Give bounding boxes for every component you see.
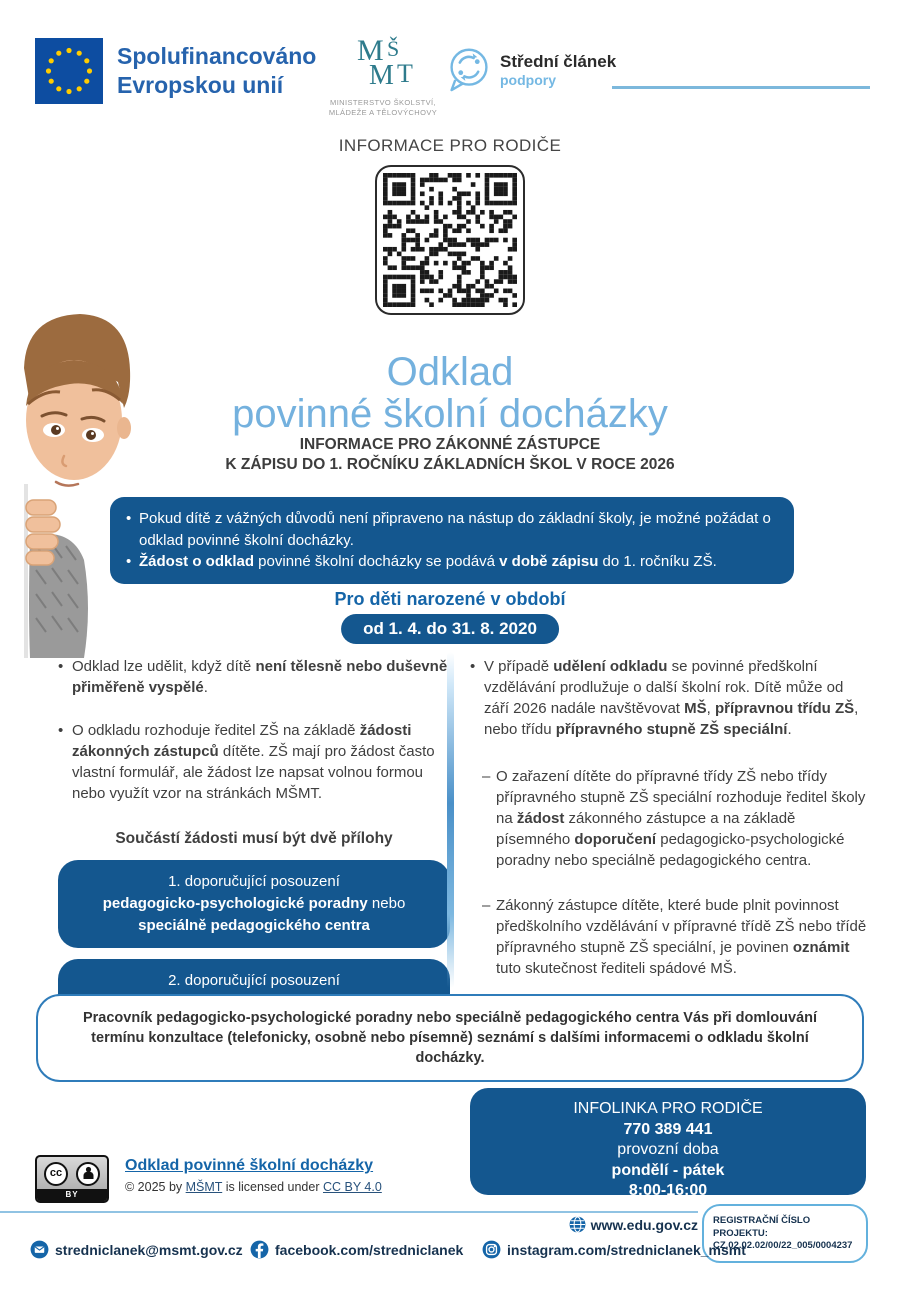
- stredni-clanek-icon: [447, 46, 491, 92]
- footer-instagram-label: instagram.com/stredniclanek_msmt: [507, 1241, 746, 1258]
- footer-website[interactable]: [560, 1216, 698, 1233]
- infoline-box: [470, 1088, 866, 1199]
- footer-email-label: stredniclanek@msmt.gov.cz: [55, 1241, 243, 1258]
- stredni-clanek-name: Střední článek: [500, 52, 617, 71]
- eu-cofunded-line1: Spolufinancováno: [117, 43, 317, 69]
- license-block: [125, 1156, 382, 1197]
- registration-label: REGISTRAČNÍ ČÍSLO PROJEKTU:: [713, 1215, 811, 1239]
- qr-code-pattern: [383, 173, 517, 307]
- footer-facebook-label: facebook.com/stredniclanek: [275, 1241, 464, 1258]
- intro-bullet-2: • Žádost o odklad povinné školní docházky se podává v době zápisu do 1. ročníku ZŠ.: [126, 551, 776, 573]
- stredni-clanek-logo: [447, 46, 616, 92]
- page-subtitle-line2: K ZÁPISU DO 1. ROČNÍKU ZÁKLADNÍCH ŠKOL V ROCE 2026: [225, 456, 675, 473]
- infoline-days: pondělí - pátek: [611, 1161, 725, 1179]
- period-date-badge: od 1. 4. do 31. 8. 2020: [341, 614, 559, 644]
- qr-code: [375, 165, 525, 315]
- footer-email[interactable]: [30, 1240, 243, 1259]
- right-dash-1: – O zařazení dítěte do přípravné třídy ZŠ nebo třídy přípravného stupně ZŠ speciální rozhoduje ředitel školy na žádost zákonného zástupce a na základě písemného doporučení pedagogicko-psychologické poradny nebo speciálně pedagogického centra.: [482, 766, 870, 871]
- page-title-line1: Odklad: [386, 350, 514, 394]
- footer-instagram[interactable]: [482, 1240, 746, 1259]
- column-divider: [447, 652, 454, 988]
- msmt-caption-line1: MINISTERSTVO ŠKOLSTVÍ,: [330, 98, 436, 107]
- footer-website-label: www.edu.gov.cz: [590, 1216, 698, 1233]
- info-for-parents-label: INFORMACE PRO RODIČE: [338, 136, 562, 155]
- page-title-line2: povinné školní docházky: [232, 392, 668, 436]
- right-bullet-1: • V případě udělení odkladu se povinné předškolní vzdělávání prodlužuje o další školní rok. Dítě může od září 2026 nadále navštěvovat MŠ, přípravnou třídu ZŠ, nebo třídu přípravného stupně ZŠ speciální.: [470, 656, 870, 740]
- svg-text:Š: Š: [387, 36, 400, 61]
- page-subtitle-line1: INFORMACE PRO ZÁKONNÉ ZÁSTUPCE: [299, 436, 601, 453]
- svg-text:T: T: [397, 59, 413, 88]
- globe-icon: [569, 1216, 586, 1233]
- license-attribution[interactable]: © 2025 by MŠMT is licensed under CC BY 4.0: [125, 1180, 382, 1194]
- intro-bullet-1: • Pokud dítě z vážných důvodů není připraveno na nástup do základní školy, je možné požádat o odklad povinné školní docházky.: [126, 508, 776, 551]
- cc-by-label: BY: [37, 1189, 107, 1201]
- msmt-logo-icon: [339, 34, 427, 92]
- msmt-caption-line2: MLÁDEŽE A TĚLOVÝCHOVY: [328, 108, 438, 117]
- attachment-box-1: 1. doporučující posouzení pedagogicko-psychologické poradny nebo speciálně pedagogického centra: [58, 860, 450, 948]
- infoline-phone: 770 389 441: [623, 1120, 713, 1138]
- cc-icon: cc: [44, 1162, 68, 1186]
- consultation-note-box: Pracovník pedagogicko-psychologické poradny nebo speciálně pedagogického centra Vás při domlouvání termínu konzultace (telefonicky, osobně nebo písemně) seznámí s dalšími informacemi o odkladu školní docházky.: [36, 994, 864, 1082]
- stredni-clanek-sub: podpory: [500, 72, 556, 88]
- left-bullet-1: • Odklad lze udělit, když dítě není tělesně nebo duševně přiměřeně vyspělé.: [58, 656, 450, 698]
- intro-info-box: [110, 497, 794, 584]
- right-dash-2: – Zákonný zástupce dítěte, které bude plnit povinnost předškolního vzdělávání v přípravné třídě ZŠ nebo třídě přípravného stupně ZŠ speciální, je povinen oznámit tuto skutečnost řediteli spádové MŠ.: [482, 895, 870, 979]
- email-icon: [30, 1240, 49, 1259]
- footer-divider-line: [0, 1211, 698, 1213]
- registration-number: CZ.02.02.02/00/22_005/0004237: [713, 1240, 853, 1251]
- right-column: [470, 656, 870, 1003]
- instagram-icon: [482, 1240, 501, 1259]
- period-label: Pro děti narozené v období: [334, 589, 566, 609]
- eu-cofunded-label: [117, 42, 316, 100]
- header-divider-line: [612, 86, 870, 89]
- left-bullet-2: • O odkladu rozhoduje ředitel ZŠ na základě žádosti zákonných zástupců dítěte. ZŠ mají pro žádost často vlastní formulář, ale žádost lze napsat volnou formou nebo využít vzor na stránkách MŠMT.: [58, 720, 450, 804]
- svg-text:M: M: [357, 34, 384, 67]
- attachments-heading: Součástí žádosti musí být dvě přílohy: [115, 830, 393, 847]
- infoline-title: INFOLINKA PRO RODIČE: [573, 1100, 763, 1117]
- cc-by-badge: [35, 1155, 109, 1203]
- left-column: [58, 656, 450, 1036]
- facebook-icon: [250, 1240, 269, 1259]
- svg-text:M: M: [369, 60, 394, 91]
- infoline-hours: 8:00-16:00: [628, 1182, 708, 1199]
- cc-by-person-icon: [76, 1162, 100, 1186]
- eu-flag-logo: [35, 38, 103, 109]
- eu-flag-icon: [35, 38, 103, 104]
- attachment-box-2: 2. doporučující posouzení: [58, 959, 450, 1025]
- license-title-link[interactable]: Odklad povinné školní docházky: [125, 1157, 374, 1174]
- infoline-label: provozní doba: [617, 1141, 719, 1158]
- msmt-logo: [322, 34, 444, 117]
- eu-cofunded-line2: Evropskou unií: [117, 72, 284, 98]
- footer-facebook[interactable]: [250, 1240, 463, 1259]
